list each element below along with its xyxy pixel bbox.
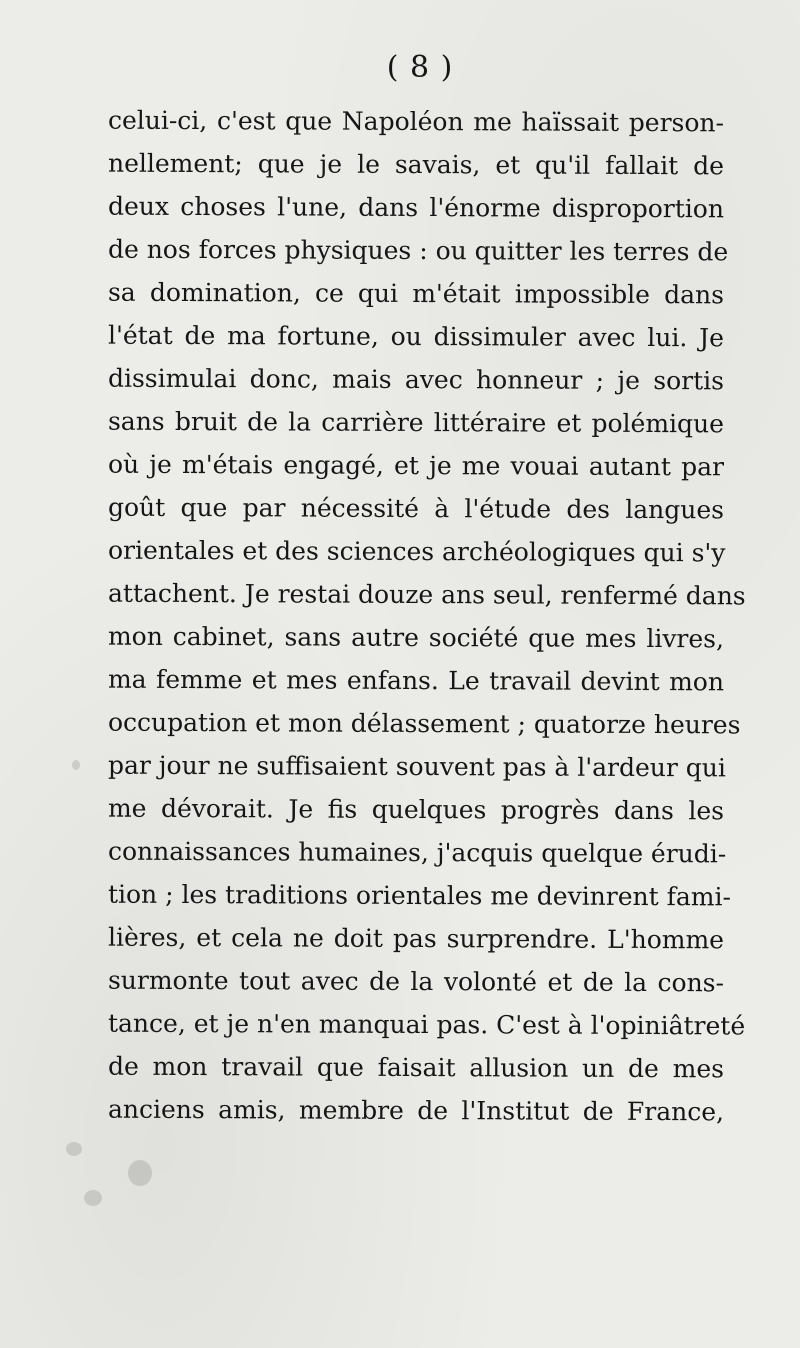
text-line: deux choses l'une, dans l'énorme disproportion	[107, 191, 725, 224]
text-line: orientales et des sciences archéologiques qui s'y	[107, 535, 726, 568]
text-line: mon cabinet, sans autre société que mes livres,	[107, 621, 725, 654]
text-line: l'état de ma fortune, ou dissimuler avec lui. Je	[107, 320, 725, 353]
text-line: sans bruit de la carrière littéraire et polémique	[107, 406, 725, 439]
text-line: ma femme et mes enfans. Le travail devint mon	[107, 664, 725, 697]
text-line: lières, et cela ne doit pas surprendre. L'homme	[107, 922, 725, 955]
body-text	[107, 100, 746, 1132]
paper-stain	[84, 1190, 102, 1206]
text-line: attachent. Je restai douze ans seul, renfermé dans	[107, 578, 746, 611]
text-line: dissimulai donc, mais avec honneur ; je sortis	[107, 363, 725, 396]
paper-stain	[66, 1142, 82, 1156]
text-line: tion ; les traditions orientales me devinrent fami-	[107, 879, 732, 912]
text-line: tance, et je n'en manquai pas. C'est à l'opiniâtreté	[107, 1008, 746, 1041]
text-line: celui-ci, c'est que Napoléon me haïssait person-	[107, 105, 725, 138]
text-line: occupation et mon délassement ; quatorze heures	[107, 707, 741, 740]
text-line: où je m'étais engagé, et je me vouai autant par	[107, 449, 725, 482]
text-line: nellement; que je le savais, et qu'il fallait de	[107, 148, 725, 181]
text-line: connaissances humaines, j'acquis quelque érudi-	[107, 836, 727, 869]
text-line: surmonte tout avec de la volonté et de la cons-	[107, 965, 725, 998]
text-line: par jour ne suffisaient souvent pas à l'ardeur qui	[107, 750, 726, 783]
paper-stain	[128, 1160, 152, 1186]
text-line: anciens amis, membre de l'Institut de France,	[107, 1094, 725, 1127]
text-line: de nos forces physiques : ou quitter les terres de	[107, 234, 729, 267]
text-line: goût que par nécessité à l'étude des langues	[107, 492, 725, 525]
page-number: ( 8 )	[386, 50, 454, 85]
text-line: sa domination, ce qui m'était impossible dans	[107, 277, 725, 310]
text-line: de mon travail que faisait allusion un de mes	[107, 1051, 725, 1084]
text-line: me dévorait. Je fis quelques progrès dans les	[107, 793, 725, 826]
paper-stain	[72, 760, 80, 770]
